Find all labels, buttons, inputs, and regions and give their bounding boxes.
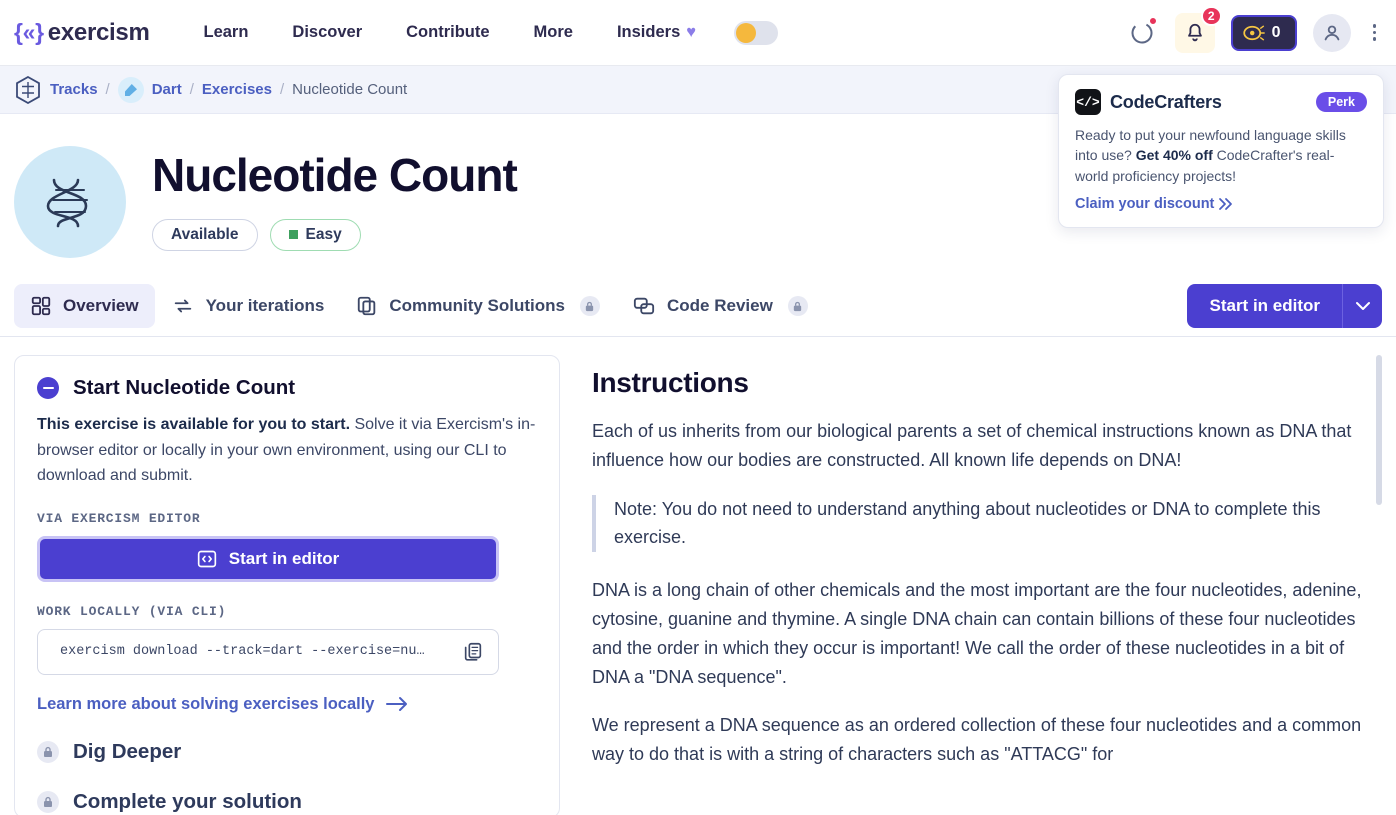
learn-more-locally-label: Learn more about solving exercises locally bbox=[37, 694, 375, 713]
via-editor-label: VIA EXERCISM EDITOR bbox=[37, 510, 201, 526]
cli-command-text: exercism download --track=dart --exercise=nu… bbox=[60, 644, 425, 660]
tab-community-solutions[interactable] bbox=[340, 284, 616, 328]
status-badge: Available bbox=[152, 219, 258, 251]
lock-icon bbox=[580, 296, 600, 316]
nav-item-insiders-label: Insiders bbox=[616, 23, 681, 41]
tab-overview[interactable] bbox=[14, 284, 155, 328]
start-in-editor-button[interactable]: Start in editor bbox=[1187, 284, 1342, 328]
breadcrumb-separator: / bbox=[105, 81, 110, 98]
difficulty-square-icon bbox=[289, 230, 298, 239]
nav-links bbox=[181, 13, 778, 52]
perk-body-part2: CodeCrafter's real-world proficiency projects! bbox=[1075, 147, 1335, 184]
reputation-button[interactable] bbox=[1231, 15, 1297, 51]
step-start-body-bold: This exercise is available for you to start. bbox=[37, 416, 351, 433]
cli-command-box[interactable] bbox=[37, 629, 499, 675]
start-in-editor-primary-button[interactable] bbox=[37, 536, 499, 582]
activity-icon-button[interactable] bbox=[1125, 16, 1159, 50]
tab-overview-label: Overview bbox=[63, 296, 139, 315]
perk-badge: Perk bbox=[1316, 92, 1367, 112]
difficulty-badge bbox=[270, 219, 361, 251]
breadcrumb-separator: / bbox=[279, 81, 285, 98]
perk-body-offer: Get 40% off bbox=[1135, 147, 1213, 164]
review-icon bbox=[632, 295, 656, 317]
tab-code-review[interactable] bbox=[616, 284, 824, 328]
step-dig-deeper-title: Dig Deeper bbox=[73, 739, 182, 763]
breadcrumb-tracks[interactable]: Tracks bbox=[50, 81, 98, 98]
toggle-knob bbox=[736, 23, 756, 43]
perk-header bbox=[1075, 89, 1367, 115]
dart-track-icon bbox=[118, 77, 144, 103]
nav-item-insiders[interactable] bbox=[595, 13, 718, 52]
copy-icon[interactable] bbox=[458, 637, 488, 667]
code-brackets-icon bbox=[197, 549, 217, 569]
breadcrumb-dart[interactable]: Dart bbox=[151, 81, 182, 98]
breadcrumb-separator: / bbox=[189, 81, 194, 98]
breadcrumb-exercises[interactable]: Exercises bbox=[201, 81, 272, 98]
hero-tags bbox=[152, 219, 517, 251]
start-exercise-card bbox=[14, 355, 560, 815]
instructions-paragraph-1: Each of us inherits from our biological parents a set of chemical instructions known as DNA that influence how our bodies are constructed. All known life depends on DNA! bbox=[592, 421, 1352, 470]
start-in-editor-split-button bbox=[1187, 284, 1382, 328]
lock-icon bbox=[37, 791, 59, 813]
instructions-panel bbox=[592, 355, 1382, 815]
claim-discount-link[interactable] bbox=[1075, 196, 1234, 212]
instructions-paragraph-2: DNA is a long chain of other chemicals and the most important are the four nucleotides, adenine, cytosine, guanine and thymine. A single DNA chain can contain billions of these four nucleotides and the order in which they occur is important! We call the order of these nucleotides in a bit of DNA a "DNA sequence". bbox=[592, 580, 1362, 687]
tab-your-iterations-label: Your iterations bbox=[205, 296, 325, 315]
exercism-logo[interactable] bbox=[14, 19, 149, 47]
top-navbar bbox=[0, 0, 1396, 66]
tracks-hex-icon bbox=[14, 76, 42, 104]
heart-icon: ♥ bbox=[686, 23, 697, 41]
nav-right-actions bbox=[1125, 8, 1382, 53]
user-icon bbox=[1321, 22, 1343, 44]
difficulty-label: Easy bbox=[305, 225, 342, 243]
lock-icon bbox=[37, 741, 59, 763]
nav-item-more[interactable]: More bbox=[533, 23, 573, 41]
work-locally-label: WORK LOCALLY (VIA CLI) bbox=[37, 603, 227, 619]
solutions-icon bbox=[356, 295, 378, 317]
claim-discount-label: Claim your discount bbox=[1075, 195, 1215, 212]
theme-toggle[interactable] bbox=[734, 21, 778, 45]
perk-body-part1: Ready to put your newfound language skills into use? bbox=[1075, 127, 1346, 164]
grid-icon bbox=[30, 295, 52, 317]
exercise-icon bbox=[14, 146, 126, 258]
kebab-dot bbox=[1373, 37, 1377, 41]
scrollbar-thumb[interactable] bbox=[1376, 355, 1382, 505]
step-start-body-rest: Solve it via Exercism's in-browser editor or locally in your own environment, using our CLI to download and submit. bbox=[37, 416, 536, 485]
instructions-scrollbar[interactable] bbox=[1376, 355, 1382, 815]
breadcrumb-current: Nucleotide Count bbox=[292, 81, 408, 98]
step-complete-solution[interactable] bbox=[37, 790, 537, 814]
perk-body bbox=[1075, 125, 1367, 186]
perk-card bbox=[1058, 74, 1384, 228]
minus-glyph bbox=[43, 387, 54, 390]
nav-item-contribute[interactable]: Contribute bbox=[406, 23, 490, 41]
notification-badge: 2 bbox=[1201, 6, 1222, 26]
nav-item-discover[interactable]: Discover bbox=[292, 23, 363, 41]
overflow-menu-button[interactable] bbox=[1367, 20, 1383, 45]
instructions-note: Note: You do not need to understand anything about nucleotides or DNA to complete this exercise. bbox=[592, 495, 1364, 553]
hero-text-block bbox=[152, 140, 517, 251]
page-title: Nucleotide Count bbox=[152, 149, 517, 201]
nucleotide-count-icon bbox=[34, 166, 106, 238]
tab-community-solutions-label: Community Solutions bbox=[389, 296, 565, 315]
main-content bbox=[0, 337, 1396, 815]
instructions-paragraph-3: We represent a DNA sequence as an ordered collection of these four nucleotides and a common way to do that is with a string of characters such as "ATTACG" for bbox=[592, 715, 1362, 765]
start-in-editor-primary-label: Start in editor bbox=[228, 548, 340, 568]
tab-bar bbox=[0, 284, 1396, 337]
activity-dot bbox=[1149, 17, 1157, 25]
lock-icon bbox=[788, 296, 808, 316]
bell-icon bbox=[1184, 22, 1206, 44]
nav-item-learn[interactable]: Learn bbox=[203, 23, 249, 41]
codecrafters-logo-icon: </> bbox=[1075, 89, 1101, 115]
step-complete-solution-title: Complete your solution bbox=[73, 789, 302, 813]
learn-more-locally-link[interactable] bbox=[37, 695, 537, 714]
tab-your-iterations[interactable] bbox=[155, 284, 341, 328]
start-in-editor-dropdown-button[interactable] bbox=[1342, 284, 1382, 328]
double-chevron-right-icon bbox=[1216, 197, 1234, 211]
perk-title: CodeCrafters bbox=[1110, 91, 1222, 112]
instructions-title: Instructions bbox=[592, 367, 749, 398]
logo-brace-icon: {«} bbox=[14, 19, 44, 45]
arrow-right-icon bbox=[386, 696, 408, 712]
step-start-title: Start Nucleotide Count bbox=[73, 376, 296, 399]
collapse-step-icon[interactable] bbox=[37, 377, 59, 399]
kebab-dot bbox=[1373, 31, 1377, 35]
avatar[interactable] bbox=[1313, 14, 1351, 52]
reputation-count: 0 bbox=[1271, 23, 1281, 41]
reputation-icon bbox=[1243, 25, 1265, 41]
chevron-down-icon bbox=[1356, 301, 1370, 311]
kebab-dot bbox=[1373, 24, 1377, 28]
step-start-body bbox=[37, 412, 537, 489]
step-dig-deeper[interactable] bbox=[37, 740, 537, 764]
tab-code-review-label: Code Review bbox=[666, 296, 773, 315]
logo-text: exercism bbox=[47, 18, 150, 46]
iterations-icon bbox=[171, 295, 195, 317]
step-start bbox=[37, 376, 537, 400]
notifications-button[interactable] bbox=[1175, 8, 1215, 53]
